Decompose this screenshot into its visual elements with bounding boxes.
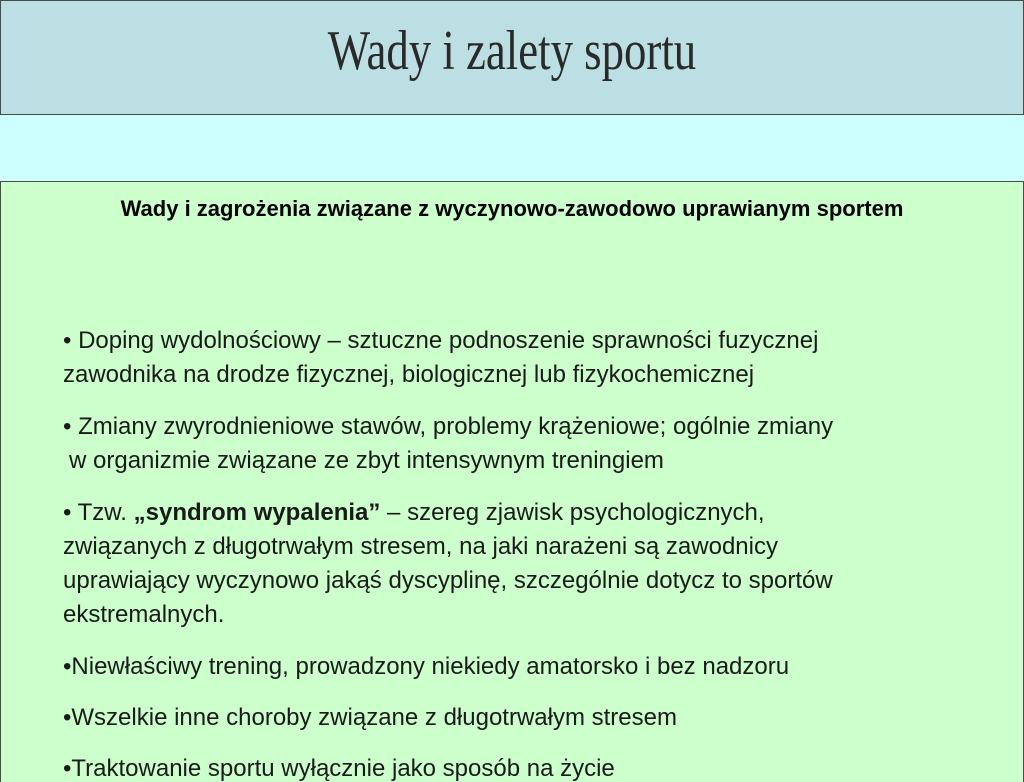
list-item-line (63, 496, 993, 530)
title-bar (0, 0, 1024, 115)
list-item-line: ekstremalnych. (63, 601, 225, 628)
section-heading: Wady i zagrożenia związane z wyczynowo-zawodowo uprawianym sportem (120, 196, 904, 221)
list-item (63, 410, 993, 478)
slide-title: Wady i zalety sportu (327, 20, 697, 82)
list-item (63, 701, 993, 735)
list-item-line: • Zmiany zwyrodnieniowe stawów, problemy krążeniowe; ogólnie zmiany (63, 413, 834, 440)
list-item-line: • Doping wydolnościowy – sztuczne podnoszenie sprawności fuzycznej (63, 327, 819, 354)
list-item-line: •Wszelkie inne choroby związane z długotrwałym stresem (63, 704, 677, 731)
list-item (63, 324, 993, 392)
spacer-band (0, 115, 1024, 181)
list-item-suffix: – szereg zjawisk psychologicznych, (380, 499, 765, 526)
list-item (63, 650, 993, 684)
list-item-line: zawodnika na drodze fizycznej, biologicznej lub fizykochemicznej (63, 361, 755, 388)
list-item-line: związanych z długotrwałym stresem, na jaki narażeni są zawodnicy (63, 533, 778, 560)
list-item-line: uprawiający wyczynowo jakąś dyscyplinę, szczególnie dotycz to sportów (63, 567, 833, 594)
list-item-line: •Niewłaściwy trening, prowadzony niekiedy amatorsko i bez nadzoru (63, 653, 790, 680)
list-item-line: w organizmie związane ze zbyt intensywnym treningiem (69, 447, 664, 474)
list-item (63, 752, 993, 782)
list-item-line: •Traktowanie sportu wyłącznie jako sposób na życie (63, 755, 615, 782)
content-panel (0, 181, 1024, 782)
emphasized-term: „syndrom wypalenia” (133, 499, 381, 526)
list-item (63, 496, 993, 632)
list-item-prefix: • Tzw. (63, 499, 134, 526)
